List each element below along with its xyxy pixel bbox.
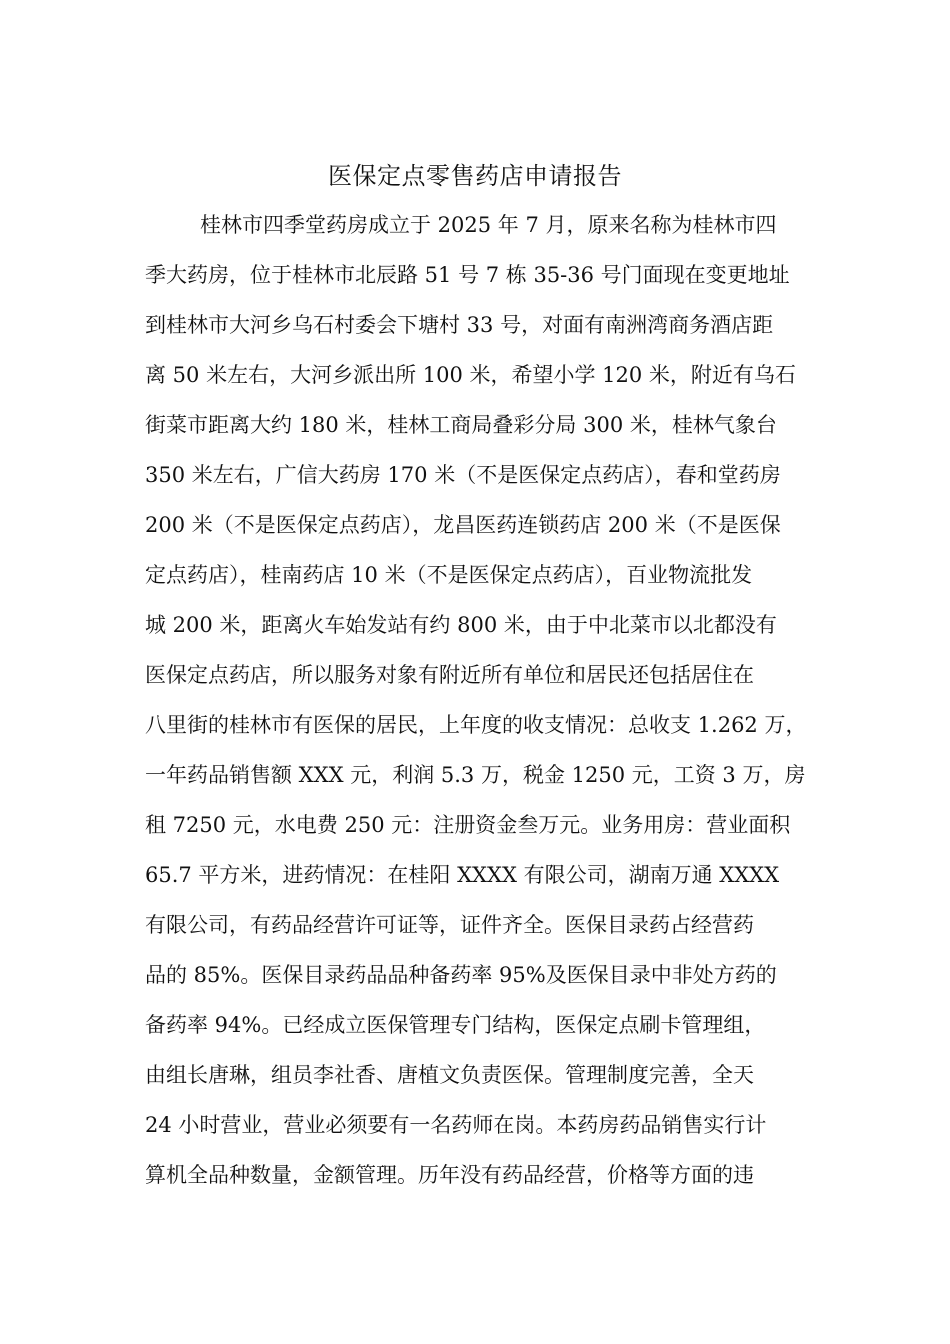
body-line: 八里街的桂林市有医保的居民，上年度的收支情况：总收支 1.262 万， [145, 713, 807, 737]
body-line: 算机全品种数量，金额管理。历年没有药品经营，价格等方面的违 [145, 1163, 754, 1187]
body-line: 医保定点药店，所以服务对象有附近所有单位和居民还包括居住在 [145, 663, 754, 687]
body-line: 24 小时营业，营业必须要有一名药师在岗。本药房药品销售实行计 [145, 1113, 767, 1137]
body-line: 200 米（不是医保定点药店），龙昌医药连锁药店 200 米（不是医保 [145, 513, 781, 537]
body-line: 350 米左右，广信大药房 170 米（不是医保定点药店），春和堂药房 [145, 463, 781, 487]
body-line: 由组长唐琳，组员李社香、唐植文负责医保。管理制度完善，全天 [145, 1063, 754, 1087]
body-line: 季大药房，位于桂林市北辰路 51 号 7 栋 35-36 号门面现在变更地址 [145, 263, 790, 287]
body-line: 离 50 米左右，大河乡派出所 100 米，希望小学 120 米，附近有乌石 [145, 363, 796, 387]
body-line: 备药率 94%。已经成立医保管理专门结构，医保定点刷卡管理组， [145, 1013, 766, 1037]
body-line: 65.7 平方米，进药情况：在桂阳 XXXX 有限公司，湖南万通 XXXX [145, 863, 780, 887]
body-line: 街菜市距离大约 180 米，桂林工商局叠彩分局 300 米，桂林气象台 [145, 413, 777, 437]
body-line: 定点药店），桂南药店 10 米（不是医保定点药店），百业物流批发 [145, 563, 753, 587]
body-line: 品的 85%。医保目录药品品种备药率 95%及医保目录中非处方药的 [145, 963, 777, 987]
body-line: 一年药品销售额 XXX 元，利润 5.3 万，税金 1250 元，工资 3 万，房 [145, 763, 806, 787]
body-line: 城 200 米，距离火车始发站有约 800 米，由于中北菜市以北都没有 [145, 613, 777, 637]
body-line: 有限公司，有药品经营许可证等，证件齐全。医保目录药占经营药 [145, 913, 754, 937]
document-body [145, 208, 825, 1208]
body-line: 租 7250 元，水电费 250 元：注册资金叁万元。业务用房：营业面积 [145, 813, 791, 837]
document-title: 医保定点零售药店申请报告 [328, 162, 622, 190]
body-line: 桂林市四季堂药房成立于 2025 年 7 月，原来名称为桂林市四 [200, 213, 777, 237]
body-line: 到桂林市大河乡乌石村委会下塘村 33 号，对面有南洲湾商务酒店距 [145, 313, 774, 337]
